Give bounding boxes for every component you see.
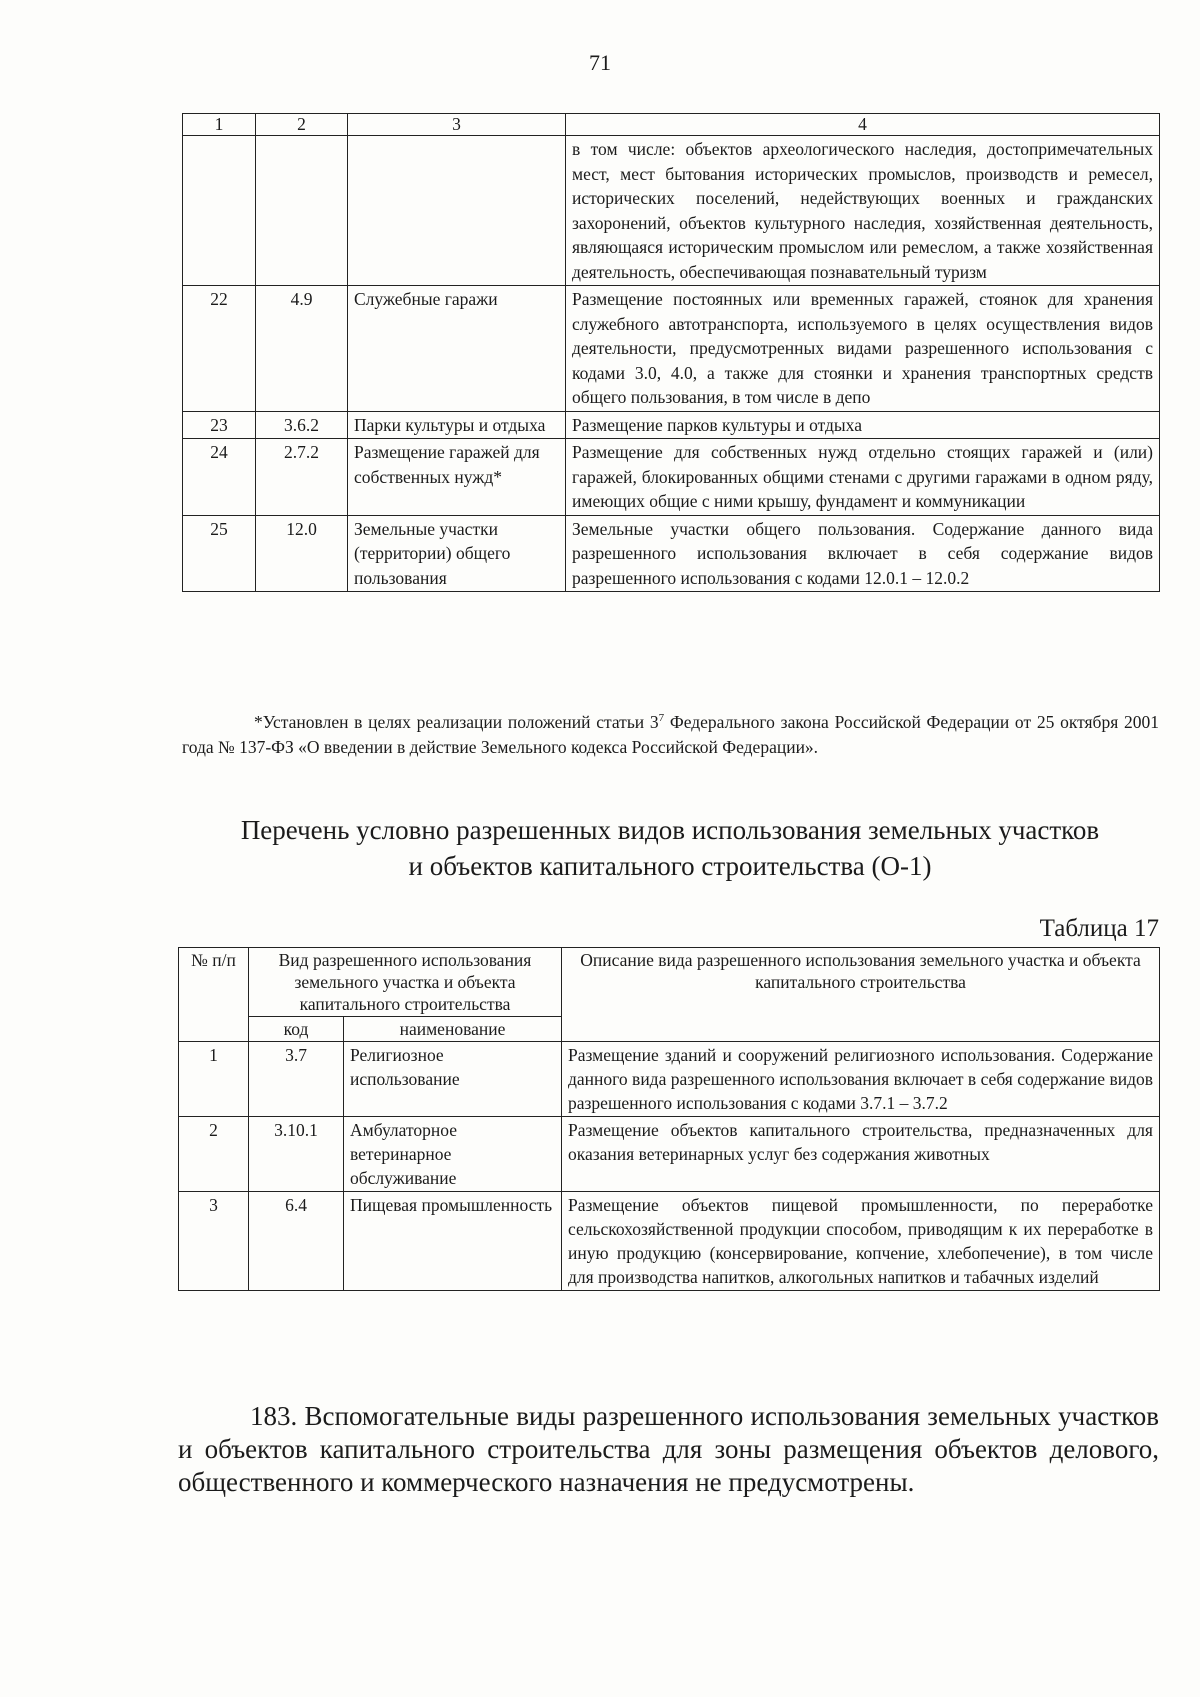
row-code: 2.7.2 xyxy=(256,439,348,516)
row-description: Размещение зданий и сооружений религиозного использования. Содержание данного вида разрешенного использования включает в себя содержание видов разрешенного использования с кодами 3.7.1 – 3.7.2 xyxy=(562,1042,1160,1117)
table-row xyxy=(183,515,1160,592)
table-caption: Таблица 17 xyxy=(1039,915,1159,942)
table-row xyxy=(183,439,1160,516)
row-name: Пищевая промышленность xyxy=(344,1192,562,1291)
row-code xyxy=(256,136,348,286)
column-number-3: 3 xyxy=(348,114,566,136)
row-code: 3.7 xyxy=(249,1042,344,1117)
column-number-2: 2 xyxy=(256,114,348,136)
row-description: Размещение объектов капитального строительства, предназначенных для оказания ветеринарных услуг без содержания животных xyxy=(562,1117,1160,1192)
table-header-row xyxy=(183,114,1160,136)
row-code: 3.10.1 xyxy=(249,1117,344,1192)
row-name: Религиозное использование xyxy=(344,1042,562,1117)
header-name: наименование xyxy=(344,1017,562,1042)
page-number: 71 xyxy=(589,50,611,75)
row-code: 4.9 xyxy=(256,286,348,412)
row-description: в том числе: объектов археологического наследия, достопримечательных мест, мест бытования исторических промыслов, производств и ремесел, исторических поселений, недействующих военных и гражданских захоронений, объектов культурного наследия, хозяйственная деятельность, являющаяся историческим промыслом или ремеслом, а также хозяйственная деятельность, обеспечивающая познавательный туризм xyxy=(566,136,1160,286)
header-code: код xyxy=(249,1017,344,1042)
row-description: Размещение объектов пищевой промышленности, по переработке сельскохозяйственной продукции способом, приводящим к их переработке в иную продукцию (консервирование, копчение, хлебопечение), в том числе для производства напитков, алкогольных напитков и табачных изделий xyxy=(562,1192,1160,1291)
footnote-text-start: *Установлен в целях реализации положений статьи 3 xyxy=(254,712,659,732)
table-row xyxy=(183,136,1160,286)
header-type-group: Вид разрешенного использования земельного участка и объекта капитального строительства xyxy=(249,948,562,1017)
row-code: 12.0 xyxy=(256,515,348,592)
table-row xyxy=(183,411,1160,439)
row-number: 22 xyxy=(183,286,256,412)
column-number-1: 1 xyxy=(183,114,256,136)
header-description: Описание вида разрешенного использования земельного участка и объекта капитального строительства xyxy=(562,948,1160,1042)
row-description: Земельные участки общего пользования. Содержание данного вида разрешенного использования включает в себя содержание видов разрешенного использования с кодами 12.0.1 – 12.0.2 xyxy=(566,515,1160,592)
row-number: 1 xyxy=(179,1042,249,1117)
row-code: 6.4 xyxy=(249,1192,344,1291)
section-title-line-2: и объектов капитального строительства (О-1) xyxy=(408,851,932,881)
row-number: 23 xyxy=(183,411,256,439)
footnote xyxy=(182,710,1159,760)
row-description: Размещение постоянных или временных гаражей, стоянок для хранения служебного автотранспорта, используемого в целях осуществления видов деятельности, предусмотренных видами разрешенного использования с кодами 3.0, 4.0, а также для стоянки и хранения транспортных средств общего пользования, в том числе в депо xyxy=(566,286,1160,412)
row-name xyxy=(348,136,566,286)
column-number-4: 4 xyxy=(566,114,1160,136)
table-row xyxy=(183,286,1160,412)
row-number: 3 xyxy=(179,1192,249,1291)
header-number: № п/п xyxy=(179,948,249,1042)
row-name: Размещение гаражей для собственных нужд* xyxy=(348,439,566,516)
section-title xyxy=(140,812,1200,884)
row-name: Амбулаторное ветеринарное обслуживание xyxy=(344,1117,562,1192)
row-number: 25 xyxy=(183,515,256,592)
table-row xyxy=(179,1117,1160,1192)
paragraph-183: 183. Вспомогательные виды разрешенного использования земельных участков и объектов капитального строительства для зоны размещения объектов делового, общественного и коммерческого назначения не предусмотрены. xyxy=(178,1401,1159,1497)
conditional-land-use-table xyxy=(178,947,1160,1291)
row-description: Размещение парков культуры и отдыха xyxy=(566,411,1160,439)
row-code: 3.6.2 xyxy=(256,411,348,439)
row-name: Служебные гаражи xyxy=(348,286,566,412)
footnote-text-end: Федерального закона Российской Федерации от 25 октября 2001 года № 137-ФЗ «О введении в действие Земельного кодекса Российской Федерации». xyxy=(182,712,1159,757)
row-number: 24 xyxy=(183,439,256,516)
table-row xyxy=(179,1042,1160,1117)
footnote-superscript: 7 xyxy=(658,712,665,724)
table-row xyxy=(179,1192,1160,1291)
table-header-row xyxy=(179,948,1160,1017)
section-title-line-1: Перечень условно разрешенных видов использования земельных участков xyxy=(240,815,1100,845)
row-number: 2 xyxy=(179,1117,249,1192)
row-name: Земельные участки (территории) общего пользования xyxy=(348,515,566,592)
row-number xyxy=(183,136,256,286)
row-name: Парки культуры и отдыха xyxy=(348,411,566,439)
row-description: Размещение для собственных нужд отдельно стоящих гаражей и (или) гаражей, блокированных общими стенами с другими гаражами в одном ряду, имеющих общие с ними крышу, фундамент и коммуникации xyxy=(566,439,1160,516)
land-use-table-continued xyxy=(182,113,1160,592)
